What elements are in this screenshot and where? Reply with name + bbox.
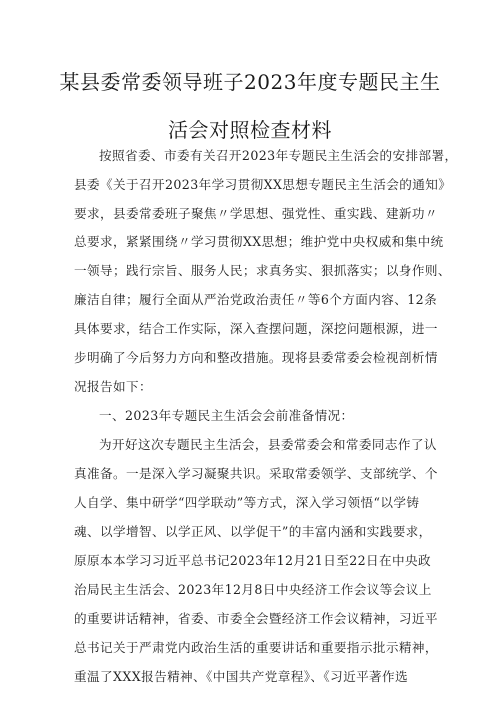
document-title-line-2: 活会对照检查材料: [168, 118, 332, 142]
body-line: 具体要求，结合工作实际，深入查摆问题，深挖问题根源，进一: [74, 321, 438, 336]
document-title-line-1: 某县委常委领导班子2023年度专题民主生: [59, 70, 441, 94]
body-line: 魂、以学增智、以学正风、以学促干”的丰富内涵和实践要求，: [74, 524, 432, 539]
body-line: 原原本本学习习近平总书记2023年12月21日至22日在中央政: [74, 553, 431, 568]
body-line: 按照省委、市委有关召开2023年专题民主生活会的安排部署，: [99, 148, 458, 163]
body-line: 县委《关于召开2023年学习贯彻XX思想专题民主生活会的通知》: [74, 177, 452, 192]
body-line: 况报告如下：: [74, 379, 152, 394]
body-line: 总要求，紧紧围绕〃学习贯彻XX思想；维护党中央权威和集中统: [74, 234, 444, 249]
body-line: 真准备。一是深入学习凝聚共识。采取常委领学、支部统学、个: [74, 466, 438, 481]
body-line: 总书记关于严肃党内政治生活的重要讲话和重要指示批示精神，: [74, 640, 438, 655]
body-line: 廉洁自律；履行全面从严治党政治责任〃等6个方面内容、12条: [74, 292, 438, 307]
body-line: 人自学、集中研学“四学联动”等方式，深入学习领悟“以学铸: [74, 495, 420, 510]
body-line: 的重要讲话精神，省委、市委全会暨经济工作会议精神，习近平: [74, 611, 438, 626]
body-line: 为开好这次专题民主生活会，县委常委会和常委同志作了认: [99, 437, 437, 452]
body-line: 一领导；践行宗旨、服务人民；求真务实、狠抓落实；以身作则、: [74, 263, 451, 278]
section-heading: 一、2023年专题民主生活会会前准备情况：: [99, 408, 354, 423]
body-line: 步明确了今后努力方向和整改措施。现将县委常委会检视剖析情: [74, 350, 438, 365]
body-line: 要求，县委常委班子聚焦〃学思想、强党性、重实践、建新功〃: [74, 206, 438, 221]
body-line: 治局民主生活会、2023年12月8日中央经济工作会议等会议上: [74, 582, 432, 597]
body-line: 重温了XXX报告精神、《中国共产党章程》、《习近平著作选: [74, 669, 409, 684]
